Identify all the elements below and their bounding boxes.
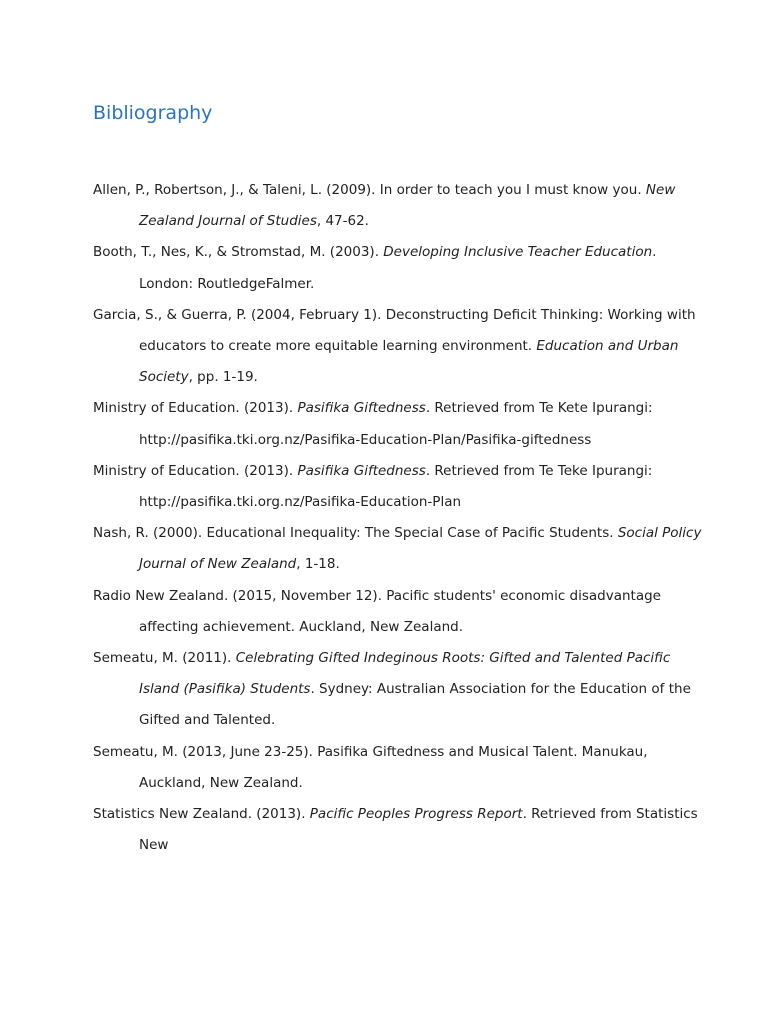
bibliography-heading: Bibliography <box>93 102 213 124</box>
entry-text: . Sydney: Australian Association for the Education of the Gifted and Talented. <box>139 681 691 729</box>
bibliography-entry <box>93 175 708 237</box>
entry-italic-title: New Zealand Journal of Studies <box>139 182 676 230</box>
bibliography-entry <box>93 518 708 580</box>
entry-text: Statistics New Zealand. (2013). <box>93 806 310 823</box>
entry-italic-title: Celebrating Gifted Indeginous Roots: Gifted and Talented Pacific Island (Pasifika) Students <box>139 650 671 698</box>
entry-italic-title: Developing Inclusive Teacher Education <box>383 244 653 261</box>
bibliography-list <box>93 175 708 861</box>
entry-text: Semeatu, M. (2013, June 23-25). Pasifika Giftedness and Musical Talent. Manukau, Auckland, New Zealand. <box>93 743 648 791</box>
bibliography-entry <box>93 456 708 518</box>
bibliography-entry <box>93 237 708 299</box>
entry-text: , pp. 1-19. <box>188 369 258 386</box>
entry-text: Ministry of Education. (2013). <box>93 462 298 479</box>
bibliography-entry <box>93 799 708 861</box>
entry-italic-title: Pasifika Giftedness <box>297 462 426 479</box>
bibliography-entry <box>93 581 708 643</box>
entry-text: Booth, T., Nes, K., & Stromstad, M. (2003). <box>93 244 384 261</box>
entry-text: , 47-62. <box>316 213 369 230</box>
entry-text: . Retrieved from Statistics New <box>139 806 698 854</box>
entry-italic-title: Education and Urban Society <box>139 338 679 386</box>
entry-italic-title: Social Policy Journal of New Zealand <box>139 525 702 573</box>
bibliography-entry <box>93 643 708 737</box>
entry-text: Allen, P., Robertson, J., & Taleni, L. (2009). In order to teach you I must know you. <box>93 182 646 198</box>
entry-text: . Retrieved from Te Teke Ipurangi: http://pasifika.tki.org.nz/Pasifika-Education-Plan <box>139 462 653 511</box>
entry-text: Nash, R. (2000). Educational Inequality: The Special Case of Pacific Students. <box>93 525 618 542</box>
bibliography-entry <box>93 393 708 455</box>
entry-text: . London: RoutledgeFalmer. <box>139 244 657 292</box>
entry-text: . Retrieved from Te Kete Ipurangi: http://pasifika.tki.org.nz/Pasifika-Education-Plan/Pasifika-giftedness <box>139 400 653 448</box>
entry-text: Garcia, S., & Guerra, P. (2004, February 1). Deconstructing Deficit Thinking: Working with educators to create more equitable learning environment. <box>93 306 696 355</box>
bibliography-entry <box>93 300 708 394</box>
entry-italic-title: Pacific Peoples Progress Report <box>309 806 523 823</box>
entry-text: Radio New Zealand. (2015, November 12). Pacific students' economic disadvantage affecting achievement. Auckland, New Zealand. <box>93 587 661 635</box>
entry-text: Ministry of Education. (2013). <box>93 400 298 417</box>
entry-italic-title: Pasifika Giftedness <box>297 400 426 417</box>
entry-text: Semeatu, M. (2011). <box>93 650 236 667</box>
entry-text: , 1-18. <box>296 556 340 573</box>
bibliography-entry <box>93 737 708 799</box>
